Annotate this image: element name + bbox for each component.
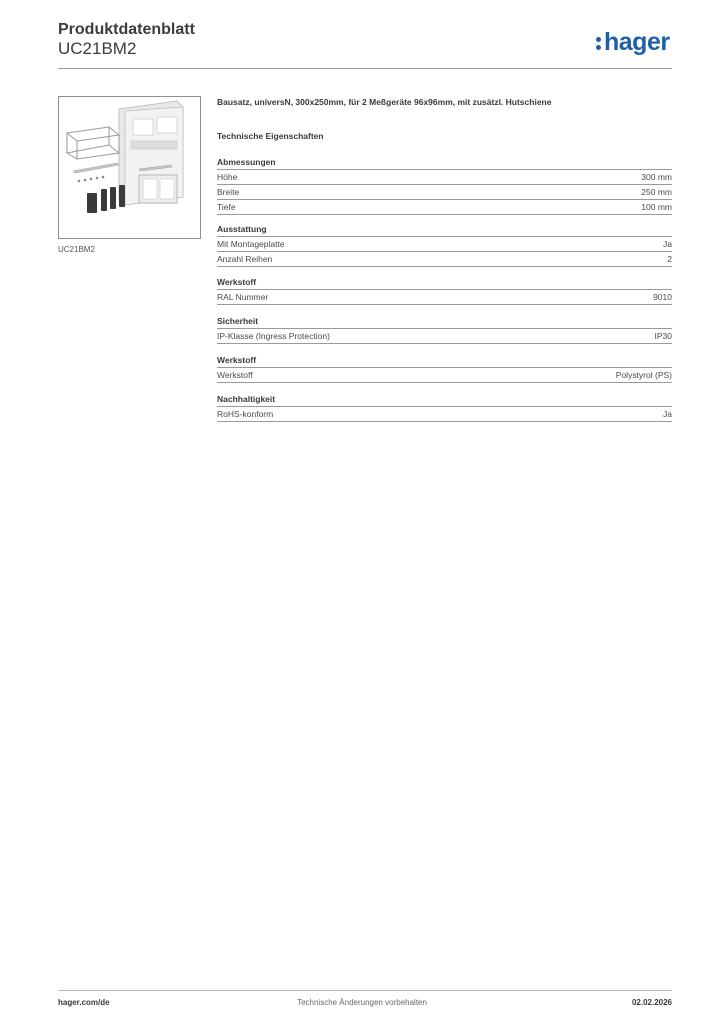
section-title: Werkstoff xyxy=(217,275,672,290)
screws-illustration xyxy=(78,176,105,183)
property-value: Polystyrol (PS) xyxy=(615,370,672,380)
product-description: Bausatz, universN, 300x250mm, für 2 Meßgeräte 96x96mm, mit zusätzl. Hutschiene xyxy=(217,97,552,107)
property-row xyxy=(217,368,672,383)
property-label: RoHS-konform xyxy=(217,409,274,419)
property-label: Breite xyxy=(217,187,240,197)
property-label: Mit Montageplatte xyxy=(217,239,285,249)
property-value: 300 mm xyxy=(641,172,672,182)
section-werkstoff xyxy=(217,353,672,383)
header-divider xyxy=(58,68,672,69)
property-label: Werkstoff xyxy=(217,370,253,380)
footer-website-link[interactable]: hager.com/de xyxy=(58,998,110,1007)
property-row xyxy=(217,252,672,267)
product-kit-illustration xyxy=(59,97,200,238)
property-label: Höhe xyxy=(217,172,238,182)
section-sicherheit xyxy=(217,314,672,344)
property-value: 9010 xyxy=(653,292,672,302)
property-row xyxy=(217,170,672,185)
properties-heading: Technische Eigenschaften xyxy=(217,131,324,141)
logo-colon-icon xyxy=(596,32,602,52)
section-title: Ausstattung xyxy=(217,222,672,237)
page-title: Produktdatenblatt xyxy=(58,21,195,38)
section-title: Nachhaltigkeit xyxy=(217,392,672,407)
property-value: 2 xyxy=(667,254,672,264)
logo-text: hager xyxy=(604,27,670,56)
footer-divider xyxy=(58,990,672,991)
property-row xyxy=(217,237,672,252)
section-title: Werkstoff xyxy=(217,353,672,368)
frame-illustration xyxy=(67,127,119,159)
property-label: Anzahl Reihen xyxy=(217,254,273,264)
property-label: IP-Klasse (Ingress Protection) xyxy=(217,331,330,341)
property-value: Ja xyxy=(663,239,672,249)
hager-logo xyxy=(596,27,670,57)
cover-frame-illustration xyxy=(139,175,177,203)
product-image xyxy=(58,96,201,239)
property-label: RAL Nummer xyxy=(217,292,269,302)
property-label: Tiefe xyxy=(217,202,236,212)
property-row xyxy=(217,290,672,305)
product-code: UC21BM2 xyxy=(58,39,137,58)
section-ausstattung xyxy=(217,222,672,267)
section-abmessungen xyxy=(217,155,672,215)
property-row xyxy=(217,185,672,200)
footer-notice: Technische Änderungen vorbehalten xyxy=(297,998,427,1007)
section-werkstoff-ral xyxy=(217,275,672,305)
property-value: 100 mm xyxy=(641,202,672,212)
property-value: 250 mm xyxy=(641,187,672,197)
image-caption: UC21BM2 xyxy=(58,245,95,254)
property-value: IP30 xyxy=(654,331,672,341)
section-title: Abmessungen xyxy=(217,155,672,170)
property-row xyxy=(217,329,672,344)
property-row xyxy=(217,407,672,422)
section-nachhaltigkeit xyxy=(217,392,672,422)
brackets-illustration xyxy=(87,185,125,213)
property-row xyxy=(217,200,672,215)
section-title: Sicherheit xyxy=(217,314,672,329)
footer-date: 02.02.2026 xyxy=(631,998,672,1007)
property-value: Ja xyxy=(663,409,672,419)
